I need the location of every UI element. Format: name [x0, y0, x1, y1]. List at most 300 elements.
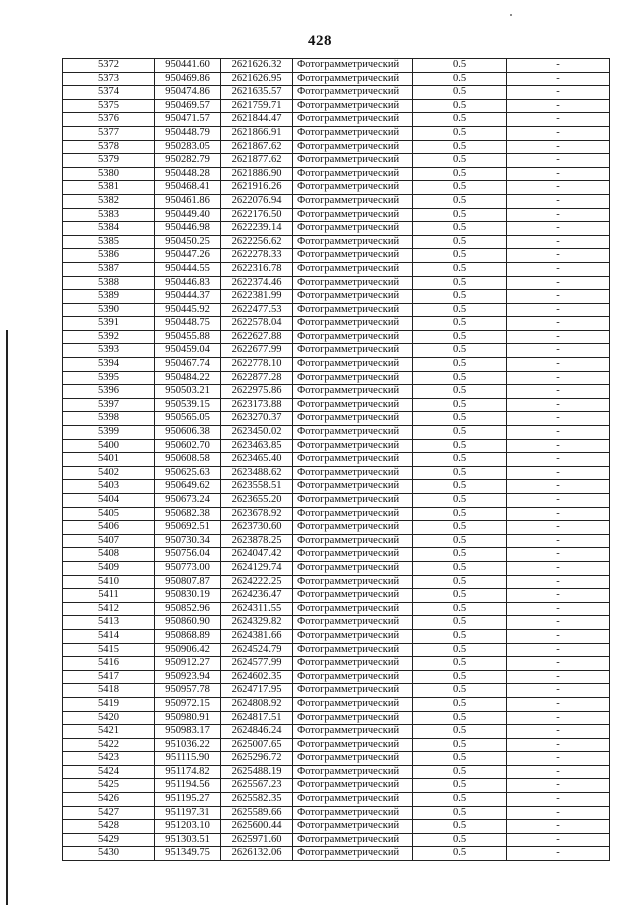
x-coordinate-cell: 950730.34 [155, 534, 221, 548]
dash-cell: - [507, 480, 610, 494]
x-coordinate-cell: 950445.92 [155, 303, 221, 317]
point-number-cell: 5426 [63, 793, 155, 807]
y-coordinate-cell: 2623450.02 [221, 426, 293, 440]
dash-cell: - [507, 833, 610, 847]
y-coordinate-cell: 2621916.26 [221, 181, 293, 195]
y-coordinate-cell: 2621759.71 [221, 99, 293, 113]
x-coordinate-cell: 950972.15 [155, 697, 221, 711]
dash-cell: - [507, 249, 610, 263]
y-coordinate-cell: 2621866.91 [221, 126, 293, 140]
table-row [63, 507, 610, 521]
method-cell: Фотограмметрический [293, 99, 413, 113]
dash-cell: - [507, 765, 610, 779]
table-row [63, 140, 610, 154]
method-cell: Фотограмметрический [293, 276, 413, 290]
y-coordinate-cell: 2622176.50 [221, 208, 293, 222]
accuracy-cell: 0.5 [413, 643, 507, 657]
table-row [63, 358, 610, 372]
table-row [63, 439, 610, 453]
dash-cell: - [507, 59, 610, 73]
x-coordinate-cell: 950448.79 [155, 126, 221, 140]
x-coordinate-cell: 950602.70 [155, 439, 221, 453]
x-coordinate-cell: 951203.10 [155, 820, 221, 834]
point-number-cell: 5419 [63, 697, 155, 711]
dash-cell: - [507, 371, 610, 385]
dash-cell: - [507, 262, 610, 276]
accuracy-cell: 0.5 [413, 793, 507, 807]
method-cell: Фотограмметрический [293, 72, 413, 86]
dash-cell: - [507, 697, 610, 711]
point-number-cell: 5401 [63, 453, 155, 467]
y-coordinate-cell: 2622778.10 [221, 358, 293, 372]
table-row [63, 725, 610, 739]
method-cell: Фотограмметрический [293, 290, 413, 304]
accuracy-cell: 0.5 [413, 126, 507, 140]
y-coordinate-cell: 2625567.23 [221, 779, 293, 793]
point-number-cell: 5386 [63, 249, 155, 263]
dash-cell: - [507, 208, 610, 222]
point-number-cell: 5428 [63, 820, 155, 834]
x-coordinate-cell: 950565.05 [155, 412, 221, 426]
method-cell: Фотограмметрический [293, 330, 413, 344]
y-coordinate-cell: 2622278.33 [221, 249, 293, 263]
table-row [63, 534, 610, 548]
point-number-cell: 5396 [63, 385, 155, 399]
y-coordinate-cell: 2623270.37 [221, 412, 293, 426]
accuracy-cell: 0.5 [413, 589, 507, 603]
x-coordinate-cell: 951303.51 [155, 833, 221, 847]
table-row [63, 847, 610, 861]
dash-cell: - [507, 412, 610, 426]
table-row [63, 194, 610, 208]
method-cell: Фотограмметрический [293, 752, 413, 766]
y-coordinate-cell: 2625971.60 [221, 833, 293, 847]
point-number-cell: 5383 [63, 208, 155, 222]
point-number-cell: 5415 [63, 643, 155, 657]
table-row [63, 711, 610, 725]
y-coordinate-cell: 2624047.42 [221, 548, 293, 562]
accuracy-cell: 0.5 [413, 480, 507, 494]
y-coordinate-cell: 2622239.14 [221, 222, 293, 236]
coordinates-table [62, 58, 610, 861]
table-row [63, 670, 610, 684]
point-number-cell: 5400 [63, 439, 155, 453]
accuracy-cell: 0.5 [413, 72, 507, 86]
y-coordinate-cell: 2621626.95 [221, 72, 293, 86]
method-cell: Фотограмметрический [293, 358, 413, 372]
method-cell: Фотограмметрический [293, 657, 413, 671]
table-row [63, 494, 610, 508]
accuracy-cell: 0.5 [413, 249, 507, 263]
method-cell: Фотограмметрический [293, 684, 413, 698]
x-coordinate-cell: 950503.21 [155, 385, 221, 399]
table-row [63, 466, 610, 480]
method-cell: Фотограмметрический [293, 793, 413, 807]
y-coordinate-cell: 2626132.06 [221, 847, 293, 861]
dash-cell: - [507, 358, 610, 372]
method-cell: Фотограмметрический [293, 426, 413, 440]
table-row [63, 99, 610, 113]
point-number-cell: 5373 [63, 72, 155, 86]
accuracy-cell: 0.5 [413, 602, 507, 616]
y-coordinate-cell: 2623730.60 [221, 521, 293, 535]
accuracy-cell: 0.5 [413, 181, 507, 195]
x-coordinate-cell: 950957.78 [155, 684, 221, 698]
table-row [63, 480, 610, 494]
y-coordinate-cell: 2622381.99 [221, 290, 293, 304]
accuracy-cell: 0.5 [413, 412, 507, 426]
x-coordinate-cell: 951194.56 [155, 779, 221, 793]
table-row [63, 833, 610, 847]
y-coordinate-cell: 2624129.74 [221, 561, 293, 575]
point-number-cell: 5413 [63, 616, 155, 630]
point-number-cell: 5398 [63, 412, 155, 426]
x-coordinate-cell: 950682.38 [155, 507, 221, 521]
dash-cell: - [507, 643, 610, 657]
y-coordinate-cell: 2624329.82 [221, 616, 293, 630]
accuracy-cell: 0.5 [413, 670, 507, 684]
accuracy-cell: 0.5 [413, 317, 507, 331]
table-row [63, 208, 610, 222]
table-row [63, 697, 610, 711]
method-cell: Фотограмметрический [293, 412, 413, 426]
y-coordinate-cell: 2625582.35 [221, 793, 293, 807]
y-coordinate-cell: 2623655.20 [221, 494, 293, 508]
y-coordinate-cell: 2622877.28 [221, 371, 293, 385]
method-cell: Фотограмметрический [293, 847, 413, 861]
method-cell: Фотограмметрический [293, 494, 413, 508]
x-coordinate-cell: 950444.37 [155, 290, 221, 304]
dash-cell: - [507, 494, 610, 508]
y-coordinate-cell: 2622374.46 [221, 276, 293, 290]
y-coordinate-cell: 2622256.62 [221, 235, 293, 249]
method-cell: Фотограмметрический [293, 820, 413, 834]
x-coordinate-cell: 950868.89 [155, 629, 221, 643]
method-cell: Фотограмметрический [293, 303, 413, 317]
dash-cell: - [507, 344, 610, 358]
dash-cell: - [507, 154, 610, 168]
accuracy-cell: 0.5 [413, 194, 507, 208]
x-coordinate-cell: 951349.75 [155, 847, 221, 861]
x-coordinate-cell: 950980.91 [155, 711, 221, 725]
point-number-cell: 5422 [63, 738, 155, 752]
accuracy-cell: 0.5 [413, 534, 507, 548]
x-coordinate-cell: 950450.25 [155, 235, 221, 249]
y-coordinate-cell: 2621867.62 [221, 140, 293, 154]
y-coordinate-cell: 2621877.62 [221, 154, 293, 168]
accuracy-cell: 0.5 [413, 765, 507, 779]
dash-cell: - [507, 779, 610, 793]
accuracy-cell: 0.5 [413, 59, 507, 73]
table-row [63, 154, 610, 168]
y-coordinate-cell: 2625589.66 [221, 806, 293, 820]
x-coordinate-cell: 950830.19 [155, 589, 221, 603]
y-coordinate-cell: 2622975.86 [221, 385, 293, 399]
y-coordinate-cell: 2621844.47 [221, 113, 293, 127]
table-row [63, 453, 610, 467]
accuracy-cell: 0.5 [413, 344, 507, 358]
point-number-cell: 5391 [63, 317, 155, 331]
method-cell: Фотограмметрический [293, 806, 413, 820]
dash-cell: - [507, 194, 610, 208]
table-row [63, 684, 610, 698]
method-cell: Фотограмметрический [293, 235, 413, 249]
scan-speck [510, 14, 512, 16]
dash-cell: - [507, 113, 610, 127]
dash-cell: - [507, 72, 610, 86]
point-number-cell: 5372 [63, 59, 155, 73]
table-row [63, 371, 610, 385]
point-number-cell: 5420 [63, 711, 155, 725]
point-number-cell: 5409 [63, 561, 155, 575]
accuracy-cell: 0.5 [413, 398, 507, 412]
dash-cell: - [507, 534, 610, 548]
dash-cell: - [507, 398, 610, 412]
table-row [63, 86, 610, 100]
table-row [63, 548, 610, 562]
table-row [63, 616, 610, 630]
table-row [63, 262, 610, 276]
point-number-cell: 5402 [63, 466, 155, 480]
x-coordinate-cell: 950608.58 [155, 453, 221, 467]
table-row [63, 521, 610, 535]
x-coordinate-cell: 950756.04 [155, 548, 221, 562]
x-coordinate-cell: 950469.57 [155, 99, 221, 113]
x-coordinate-cell: 951195.27 [155, 793, 221, 807]
dash-cell: - [507, 725, 610, 739]
y-coordinate-cell: 2623678.92 [221, 507, 293, 521]
point-number-cell: 5378 [63, 140, 155, 154]
x-coordinate-cell: 950807.87 [155, 575, 221, 589]
dash-cell: - [507, 616, 610, 630]
dash-cell: - [507, 548, 610, 562]
dash-cell: - [507, 575, 610, 589]
table-row [63, 303, 610, 317]
accuracy-cell: 0.5 [413, 711, 507, 725]
dash-cell: - [507, 793, 610, 807]
table-row [63, 806, 610, 820]
x-coordinate-cell: 950468.41 [155, 181, 221, 195]
method-cell: Фотограмметрический [293, 575, 413, 589]
x-coordinate-cell: 950446.83 [155, 276, 221, 290]
x-coordinate-cell: 950444.55 [155, 262, 221, 276]
accuracy-cell: 0.5 [413, 779, 507, 793]
method-cell: Фотограмметрический [293, 59, 413, 73]
point-number-cell: 5379 [63, 154, 155, 168]
point-number-cell: 5424 [63, 765, 155, 779]
dash-cell: - [507, 439, 610, 453]
point-number-cell: 5392 [63, 330, 155, 344]
method-cell: Фотограмметрический [293, 643, 413, 657]
table-row [63, 113, 610, 127]
y-coordinate-cell: 2624602.35 [221, 670, 293, 684]
table-row [63, 126, 610, 140]
point-number-cell: 5417 [63, 670, 155, 684]
point-number-cell: 5421 [63, 725, 155, 739]
page-number: 428 [308, 33, 332, 49]
dash-cell: - [507, 561, 610, 575]
method-cell: Фотограмметрический [293, 249, 413, 263]
accuracy-cell: 0.5 [413, 140, 507, 154]
method-cell: Фотограмметрический [293, 480, 413, 494]
method-cell: Фотограмметрический [293, 697, 413, 711]
x-coordinate-cell: 951197.31 [155, 806, 221, 820]
point-number-cell: 5395 [63, 371, 155, 385]
method-cell: Фотограмметрический [293, 208, 413, 222]
method-cell: Фотограмметрический [293, 344, 413, 358]
method-cell: Фотограмметрический [293, 725, 413, 739]
table-row [63, 72, 610, 86]
point-number-cell: 5427 [63, 806, 155, 820]
accuracy-cell: 0.5 [413, 575, 507, 589]
x-coordinate-cell: 950448.75 [155, 317, 221, 331]
point-number-cell: 5412 [63, 602, 155, 616]
x-coordinate-cell: 950461.86 [155, 194, 221, 208]
table-row [63, 330, 610, 344]
point-number-cell: 5377 [63, 126, 155, 140]
accuracy-cell: 0.5 [413, 738, 507, 752]
accuracy-cell: 0.5 [413, 494, 507, 508]
dash-cell: - [507, 847, 610, 861]
point-number-cell: 5399 [63, 426, 155, 440]
method-cell: Фотограмметрический [293, 126, 413, 140]
dash-cell: - [507, 303, 610, 317]
method-cell: Фотограмметрический [293, 262, 413, 276]
dash-cell: - [507, 426, 610, 440]
table-row [63, 59, 610, 73]
table-row [63, 276, 610, 290]
method-cell: Фотограмметрический [293, 779, 413, 793]
dash-cell: - [507, 657, 610, 671]
y-coordinate-cell: 2622677.99 [221, 344, 293, 358]
table-row [63, 235, 610, 249]
accuracy-cell: 0.5 [413, 453, 507, 467]
dash-cell: - [507, 752, 610, 766]
accuracy-cell: 0.5 [413, 657, 507, 671]
y-coordinate-cell: 2624524.79 [221, 643, 293, 657]
x-coordinate-cell: 950484.22 [155, 371, 221, 385]
accuracy-cell: 0.5 [413, 820, 507, 834]
method-cell: Фотограмметрический [293, 167, 413, 181]
point-number-cell: 5410 [63, 575, 155, 589]
dash-cell: - [507, 276, 610, 290]
y-coordinate-cell: 2623878.25 [221, 534, 293, 548]
table-row [63, 629, 610, 643]
method-cell: Фотограмметрический [293, 466, 413, 480]
x-coordinate-cell: 950852.96 [155, 602, 221, 616]
y-coordinate-cell: 2623173.88 [221, 398, 293, 412]
x-coordinate-cell: 950692.51 [155, 521, 221, 535]
accuracy-cell: 0.5 [413, 833, 507, 847]
x-coordinate-cell: 950446.98 [155, 222, 221, 236]
table-row [63, 426, 610, 440]
y-coordinate-cell: 2624577.99 [221, 657, 293, 671]
table-row [63, 738, 610, 752]
method-cell: Фотограмметрический [293, 765, 413, 779]
accuracy-cell: 0.5 [413, 548, 507, 562]
x-coordinate-cell: 950447.26 [155, 249, 221, 263]
x-coordinate-cell: 950467.74 [155, 358, 221, 372]
dash-cell: - [507, 820, 610, 834]
dash-cell: - [507, 235, 610, 249]
accuracy-cell: 0.5 [413, 629, 507, 643]
method-cell: Фотограмметрический [293, 453, 413, 467]
accuracy-cell: 0.5 [413, 262, 507, 276]
y-coordinate-cell: 2621635.57 [221, 86, 293, 100]
table-row [63, 398, 610, 412]
y-coordinate-cell: 2624717.95 [221, 684, 293, 698]
y-coordinate-cell: 2625488.19 [221, 765, 293, 779]
table-row [63, 181, 610, 195]
point-number-cell: 5408 [63, 548, 155, 562]
point-number-cell: 5425 [63, 779, 155, 793]
table-row [63, 765, 610, 779]
accuracy-cell: 0.5 [413, 371, 507, 385]
dash-cell: - [507, 711, 610, 725]
dash-cell: - [507, 670, 610, 684]
point-number-cell: 5411 [63, 589, 155, 603]
method-cell: Фотограмметрический [293, 385, 413, 399]
table-row [63, 643, 610, 657]
accuracy-cell: 0.5 [413, 222, 507, 236]
x-coordinate-cell: 950912.27 [155, 657, 221, 671]
point-number-cell: 5375 [63, 99, 155, 113]
table-row [63, 344, 610, 358]
table-row [63, 575, 610, 589]
point-number-cell: 5382 [63, 194, 155, 208]
y-coordinate-cell: 2623558.51 [221, 480, 293, 494]
y-coordinate-cell: 2622477.53 [221, 303, 293, 317]
point-number-cell: 5390 [63, 303, 155, 317]
x-coordinate-cell: 951115.90 [155, 752, 221, 766]
point-number-cell: 5418 [63, 684, 155, 698]
accuracy-cell: 0.5 [413, 847, 507, 861]
x-coordinate-cell: 950455.88 [155, 330, 221, 344]
point-number-cell: 5384 [63, 222, 155, 236]
point-number-cell: 5376 [63, 113, 155, 127]
method-cell: Фотограмметрический [293, 439, 413, 453]
dash-cell: - [507, 589, 610, 603]
dash-cell: - [507, 167, 610, 181]
dash-cell: - [507, 99, 610, 113]
point-number-cell: 5381 [63, 181, 155, 195]
x-coordinate-cell: 950923.94 [155, 670, 221, 684]
accuracy-cell: 0.5 [413, 208, 507, 222]
point-number-cell: 5374 [63, 86, 155, 100]
point-number-cell: 5423 [63, 752, 155, 766]
method-cell: Фотограмметрический [293, 561, 413, 575]
table-row [63, 602, 610, 616]
table-row [63, 290, 610, 304]
method-cell: Фотограмметрический [293, 181, 413, 195]
x-coordinate-cell: 951036.22 [155, 738, 221, 752]
method-cell: Фотограмметрический [293, 154, 413, 168]
x-coordinate-cell: 950539.15 [155, 398, 221, 412]
y-coordinate-cell: 2625600.44 [221, 820, 293, 834]
accuracy-cell: 0.5 [413, 99, 507, 113]
accuracy-cell: 0.5 [413, 330, 507, 344]
x-coordinate-cell: 951174.82 [155, 765, 221, 779]
table-row [63, 317, 610, 331]
point-number-cell: 5430 [63, 847, 155, 861]
x-coordinate-cell: 950471.57 [155, 113, 221, 127]
accuracy-cell: 0.5 [413, 358, 507, 372]
method-cell: Фотограмметрический [293, 548, 413, 562]
accuracy-cell: 0.5 [413, 507, 507, 521]
coordinates-table-body [63, 59, 610, 861]
table-row [63, 385, 610, 399]
accuracy-cell: 0.5 [413, 113, 507, 127]
